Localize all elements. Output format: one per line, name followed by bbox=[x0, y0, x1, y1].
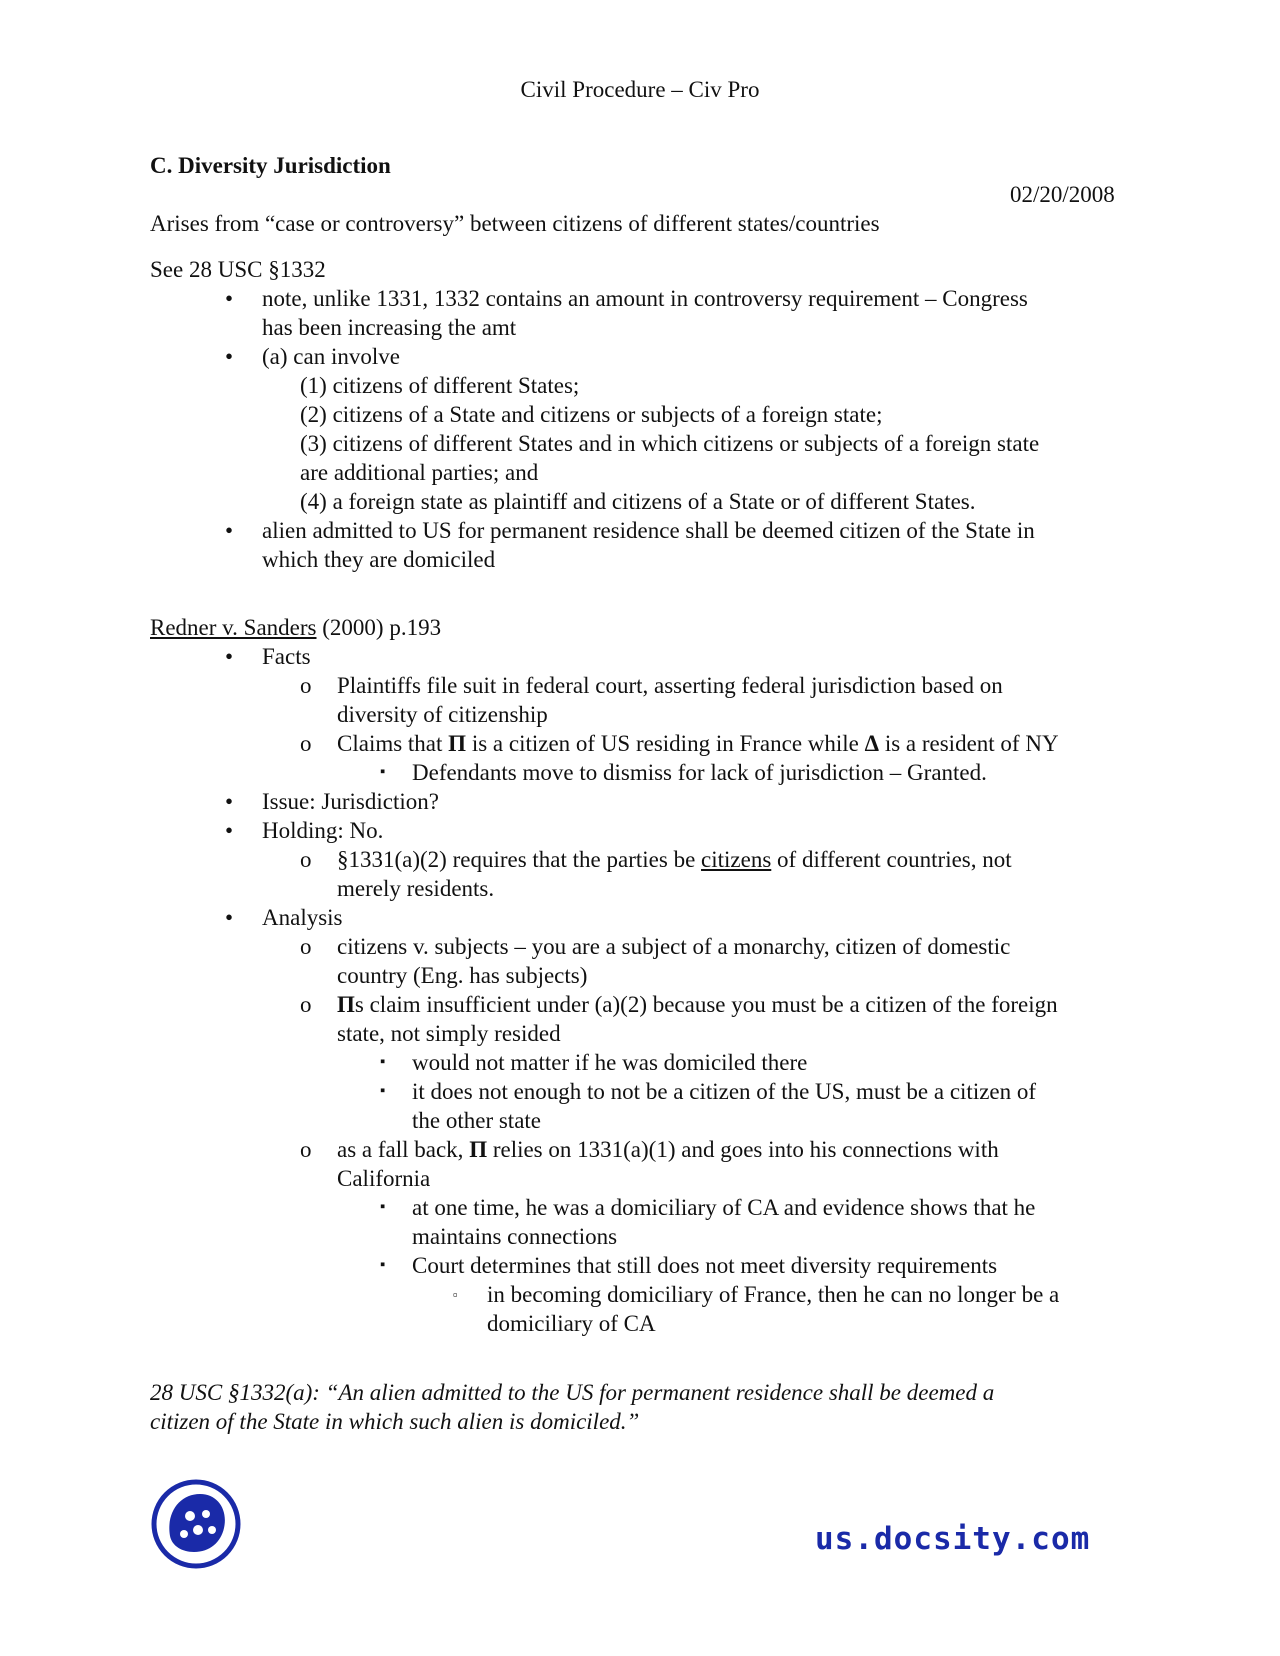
list-item: • alien admitted to US for permanent residence shall be deemed citizen of the State in bbox=[225, 518, 1035, 543]
statute-block bbox=[150, 255, 1130, 574]
square-bullet-icon: ▪ bbox=[380, 1199, 386, 1215]
list-item-continued: which they are domiciled bbox=[262, 547, 496, 572]
bullet-icon: • bbox=[225, 789, 234, 814]
square-bullet-icon: ▪ bbox=[380, 1257, 386, 1273]
statute-clause-3: (3) citizens of different States and in which citizens or subjects of a foreign state bbox=[300, 431, 1040, 456]
list-item: • Analysis bbox=[225, 905, 343, 930]
list-item: o Claims that Π is a citizen of US residing in France while Δ is a resident of NY bbox=[300, 731, 1059, 756]
page-header: Civil Procedure – Civ Pro bbox=[520, 77, 760, 102]
circle-bullet-icon: o bbox=[300, 992, 312, 1017]
statute-clause-2: (2) citizens of a State and citizens or subjects of a foreign state; bbox=[300, 402, 883, 427]
list-item: o as a fall back, Π relies on 1331(a)(1) and goes into his connections with bbox=[300, 1137, 999, 1162]
section-heading: C. Diversity Jurisdiction bbox=[150, 153, 391, 178]
bullet-icon: • bbox=[225, 286, 234, 311]
circle-bullet-icon: o bbox=[300, 934, 312, 959]
statute-clause-3-continued: are additional parties; and bbox=[300, 460, 539, 485]
list-item: ▪ Defendants move to dismiss for lack of jurisdiction – Granted. bbox=[380, 760, 987, 785]
circle-bullet-icon: o bbox=[300, 673, 312, 698]
list-item: o citizens v. subjects – you are a subject of a monarchy, citizen of domestic bbox=[300, 934, 1011, 959]
case-cite: (2000) p.193 bbox=[316, 615, 442, 640]
list-item: ▪ would not matter if he was domiciled there bbox=[380, 1050, 808, 1075]
list-item: o Πs claim insufficient under (a)(2) because you must be a citizen of the foreign bbox=[300, 992, 1058, 1017]
list-item-continued: merely residents. bbox=[337, 876, 495, 901]
statute-ref: See 28 USC §1332 bbox=[150, 257, 326, 282]
circle-bullet-icon: o bbox=[300, 1137, 312, 1162]
statute-quote: 28 USC §1332(a): “An alien admitted to the US for permanent residence shall be deemed a citizen of the State in which such alien is domiciled.” bbox=[150, 1380, 995, 1434]
list-item: ▪ Court determines that still does not meet diversity requirements bbox=[380, 1253, 998, 1278]
bullet-icon: • bbox=[225, 644, 234, 669]
list-item-continued: country (Eng. has subjects) bbox=[337, 963, 588, 988]
docsity-logo-icon bbox=[150, 1478, 242, 1570]
list-item-continued: the other state bbox=[412, 1108, 542, 1133]
list-item: • Facts bbox=[225, 644, 311, 669]
plaintiff-symbol: Π bbox=[337, 992, 355, 1017]
list-item: • (a) can involve bbox=[225, 344, 400, 369]
intro-text: Arises from “case or controversy” between citizens of different states/countries bbox=[150, 211, 880, 236]
list-item: o Plaintiffs file suit in federal court, asserting federal jurisdiction based on bbox=[300, 673, 1003, 698]
list-item: o §1331(a)(2) requires that the parties be citizens of different countries, not bbox=[300, 847, 1012, 872]
square-bullet-icon: ▪ bbox=[380, 1054, 386, 1070]
list-item-continued: domiciliary of CA bbox=[487, 1311, 656, 1336]
list-item-continued: California bbox=[337, 1166, 431, 1191]
list-item-continued: maintains connections bbox=[412, 1224, 618, 1249]
plaintiff-symbol: Π bbox=[448, 731, 467, 756]
list-item: ▫ in becoming domiciliary of France, then he can no longer be a bbox=[453, 1282, 1060, 1307]
statute-clause-1: (1) citizens of different States; bbox=[300, 373, 580, 398]
docsity-site-link[interactable]: us.docsity.com bbox=[815, 1521, 1091, 1557]
list-item: • Issue: Jurisdiction? bbox=[225, 789, 439, 814]
list-item: ▪ at one time, he was a domiciliary of CA and evidence shows that he bbox=[380, 1195, 1036, 1220]
list-item: • note, unlike 1331, 1332 contains an amount in controversy requirement – Congress bbox=[225, 286, 1028, 311]
circle-bullet-icon: o bbox=[300, 847, 312, 872]
list-item: • Holding: No. bbox=[225, 818, 384, 843]
square-bullet-icon: ▪ bbox=[380, 1083, 386, 1099]
plaintiff-symbol: Π bbox=[469, 1137, 488, 1162]
list-item-continued: diversity of citizenship bbox=[337, 702, 548, 727]
bullet-icon: • bbox=[225, 818, 234, 843]
list-item: ▪ it does not enough to not be a citizen of the US, must be a citizen of bbox=[380, 1079, 1037, 1104]
defendant-symbol: Δ bbox=[864, 731, 880, 756]
square-bullet-icon: ▪ bbox=[380, 764, 386, 780]
hollow-square-bullet-icon: ▫ bbox=[453, 1287, 458, 1302]
date: 02/20/2008 bbox=[1010, 182, 1115, 207]
list-item-continued: state, not simply resided bbox=[337, 1021, 561, 1046]
case-block bbox=[150, 613, 1130, 1338]
case-heading bbox=[150, 613, 1130, 642]
bullet-icon: • bbox=[225, 344, 234, 369]
bullet-icon: • bbox=[225, 905, 234, 930]
bullet-icon: • bbox=[225, 518, 234, 543]
list-item-continued: has been increasing the amt bbox=[262, 315, 517, 340]
case-title: Redner v. Sanders bbox=[150, 615, 317, 640]
circle-bullet-icon: o bbox=[300, 731, 312, 756]
statute-clause-4: (4) a foreign state as plaintiff and citizens of a State or of different States. bbox=[300, 489, 976, 514]
